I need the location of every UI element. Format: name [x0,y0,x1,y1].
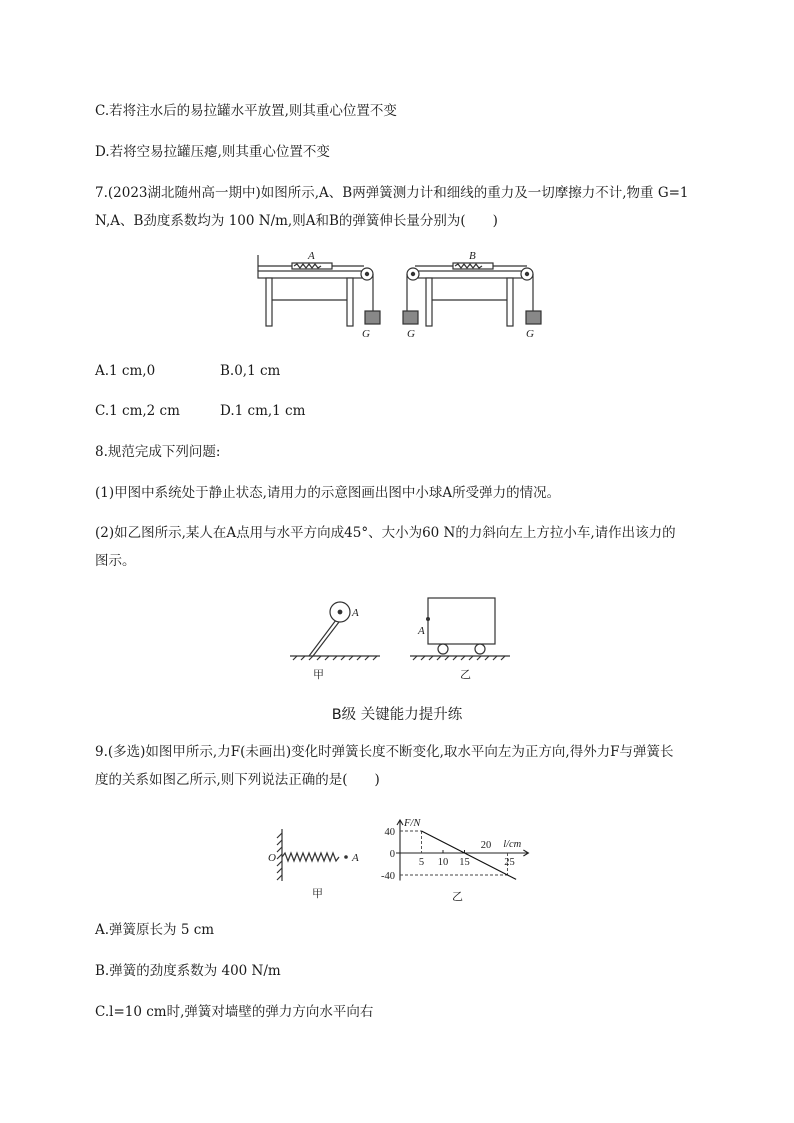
q9-stem-line1: 9.(多选)如图甲所示,力F(未画出)变化时弹簧长度不断变化,取水平向左为正方向,得外力F与弹簧长 [95,744,674,760]
q8-part2-line1: (2)如乙图所示,某人在A点用与水平方向成45°、大小为60 N的力斜向左上方拉小车,请作出该力的 [95,525,676,541]
q8-part2-line2: 图示。 [95,553,136,569]
ball-point-a: A [352,607,359,619]
x-tick-label: 15 [459,857,470,868]
x-tick-label: 20 [480,840,492,851]
q6-option-d: D.若将空易拉罐压瘪,则其重心位置不变 [95,144,330,160]
q9-option-c: C.l=10 cm时,弹簧对墙壁的弹力方向水平向右 [95,1004,374,1020]
q7-option-a: A.1 cm,0 [95,363,156,379]
cart-point-a: A [418,625,425,637]
x-axis-label: l/cm [503,839,522,850]
section-heading-b: B级 关键能力提升练 [331,707,463,723]
q7-stem-line2: N,A、B劲度系数均为 100 N/m,则A和B的弹簧伸长量分别为( ) [95,213,498,229]
spring-label-a: A [308,250,315,262]
weight-label-g: G [526,328,534,340]
q8-figure [285,590,515,685]
q7-figure [250,245,550,345]
caption-jia: 甲 [313,669,324,681]
caption-jia: 甲 [312,888,323,900]
y-tick-label: 0 [389,849,395,860]
q9-chart [372,800,532,905]
y-axis-label: F/N [404,818,421,829]
q9-option-b: B.弹簧的劲度系数为 400 N/m [95,963,281,979]
y-tick-label: -40 [381,871,395,882]
weight-label-g: G [362,328,370,340]
q6-option-c: C.若将注水后的易拉罐水平放置,则其重心位置不变 [95,103,397,119]
spring-label-b: B [469,250,476,262]
q7-option-c: C.1 cm,2 cm [95,403,180,419]
q7-stem-line1: 7.(2023湖北随州高一期中)如图所示,A、B两弹簧测力计和细线的重力及一切摩擦力不计,物重 G=1 [95,185,689,201]
y-tick-label: 40 [384,827,395,838]
q7-option-b: B.0,1 cm [220,363,281,379]
q8-title: 8.规范完成下列问题: [95,444,221,460]
q8-part1: (1)甲图中系统处于静止状态,请用力的示意图画出图中小球A所受弹力的情况。 [95,485,561,501]
spring-end-a: A [352,852,359,864]
caption-yi: 乙 [460,669,471,681]
x-tick-label: 5 [418,857,425,868]
x-tick-label: 10 [437,857,449,868]
q9-option-a: A.弹簧原长为 5 cm [95,922,215,938]
caption-yi: 乙 [452,891,463,903]
q9-stem-line2: 度的关系如图乙所示,则下列说法正确的是( ) [95,772,380,788]
q7-option-d: D.1 cm,1 cm [220,403,306,419]
q9-figure-jia [262,825,372,905]
weight-label-g: G [407,328,415,340]
wall-point-o: O [268,852,276,864]
x-tick-label: 25 [504,857,515,868]
series-line-f-l [422,831,517,879]
